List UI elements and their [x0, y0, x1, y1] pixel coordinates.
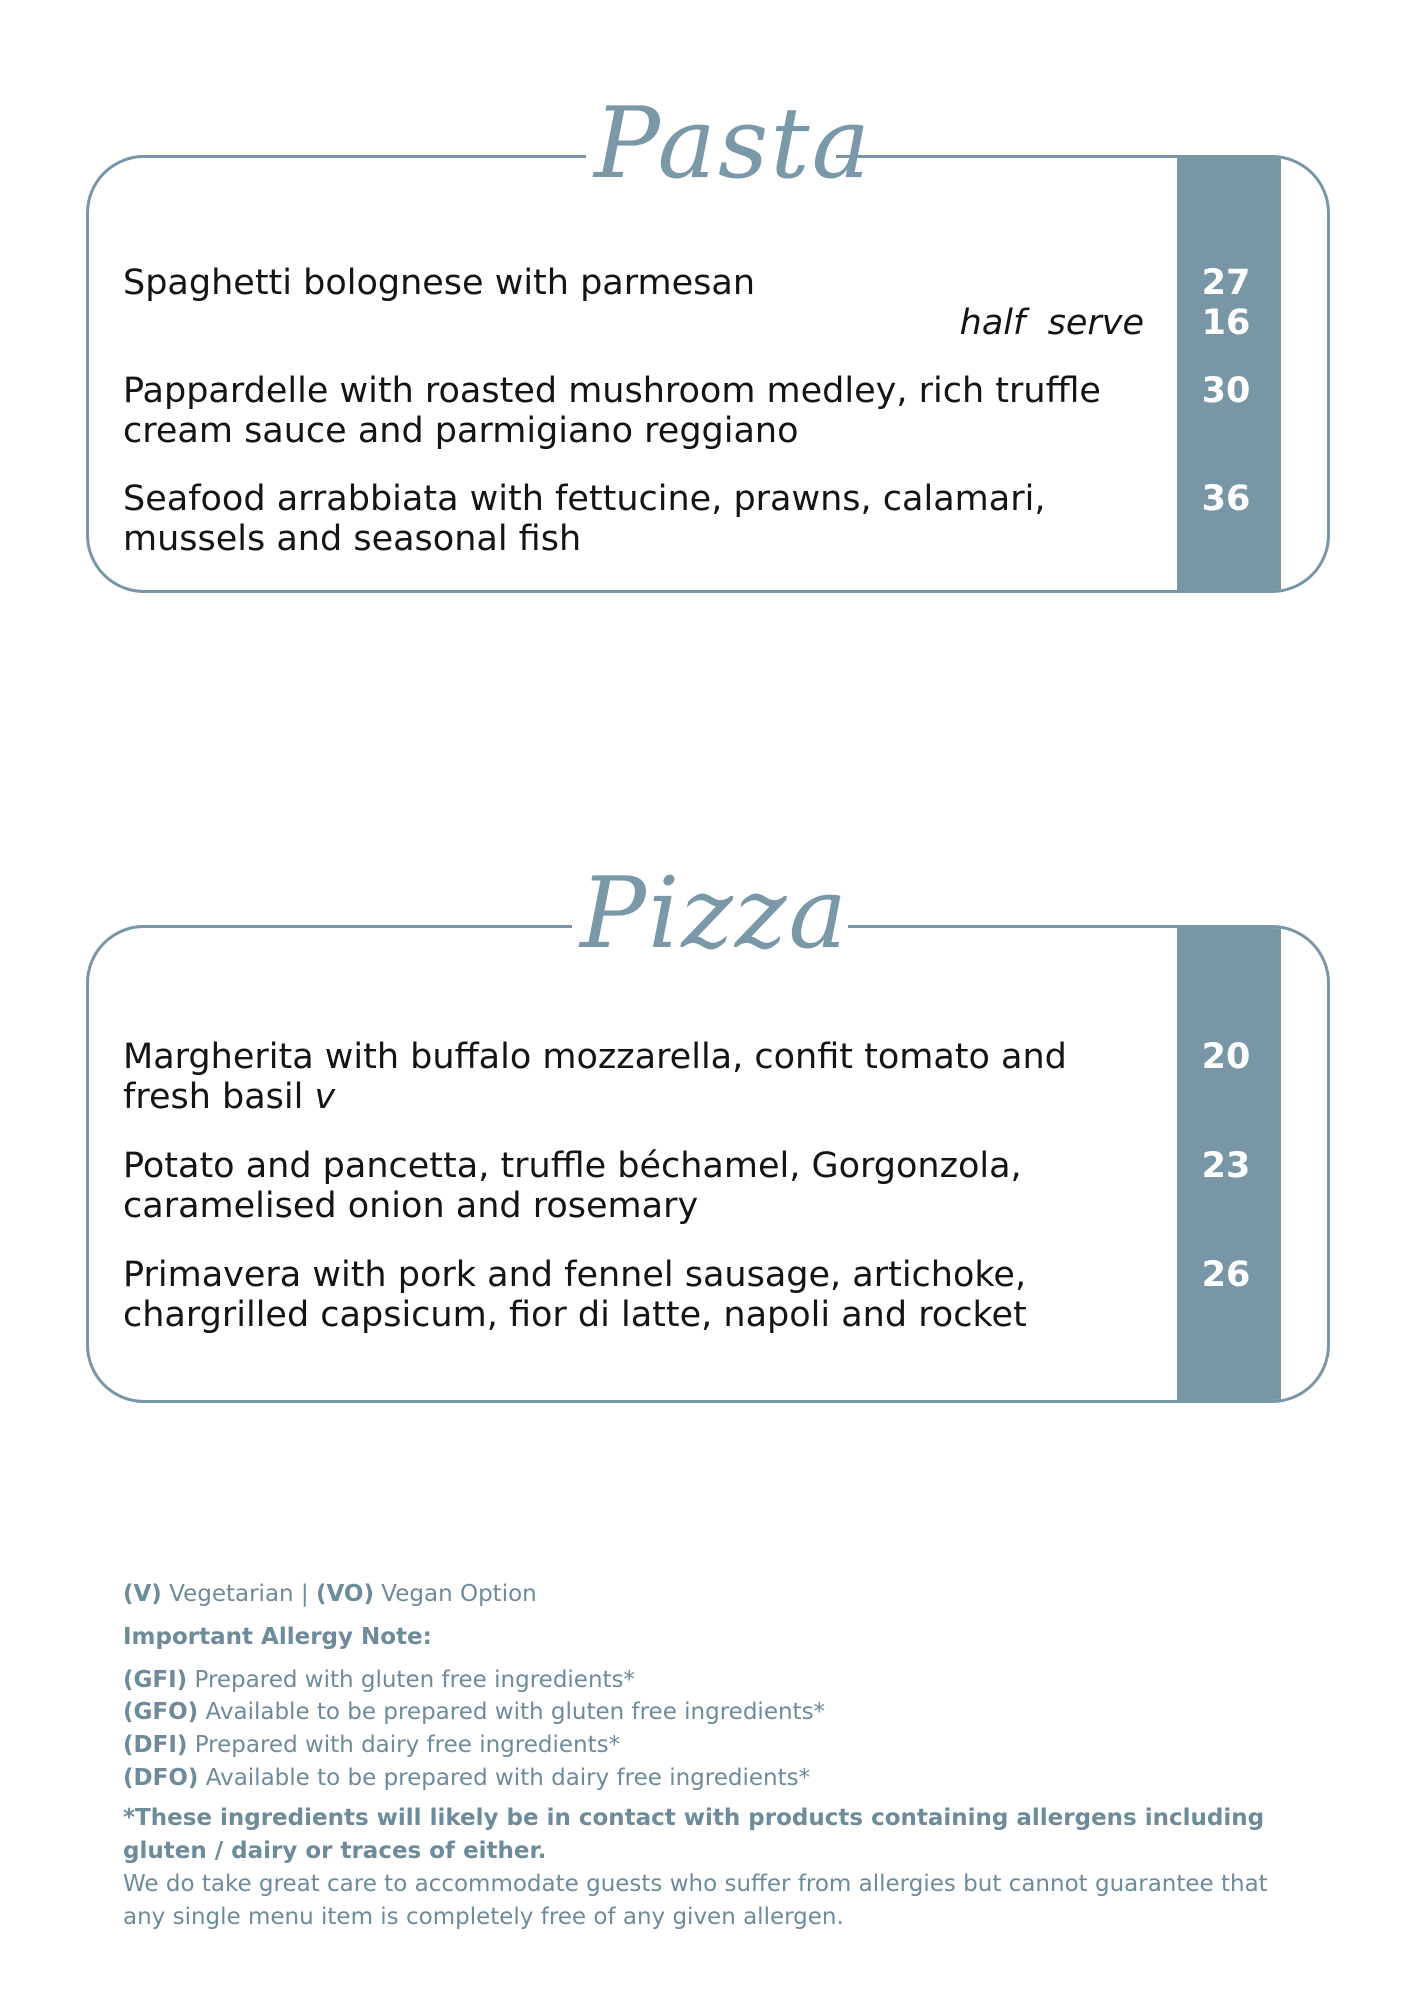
menu-item-price: 26: [1201, 1255, 1251, 1295]
allergy-code-text: Prepared with dairy free ingredients*: [187, 1732, 621, 1758]
pizza-section: [86, 857, 1330, 1403]
menu-item-price: 36: [1201, 479, 1251, 519]
allergy-heading: Important Allergy Note:: [123, 1624, 432, 1650]
pasta-section: [86, 87, 1330, 593]
menu-item-price: 30: [1201, 371, 1251, 411]
menu-item-name: Spaghetti bolognese with parmesan: [123, 263, 756, 303]
allergy-code-text: Available to be prepared with gluten free ingredients*: [198, 1699, 826, 1725]
allergy-code-line: [123, 1762, 810, 1794]
legend-code: (VO): [316, 1581, 374, 1607]
menu-item-name: Potato and pancetta, truffle béchamel, Gorgonzola, caramelised onion and rosemary: [123, 1146, 1022, 1226]
allergy-code: (DFO): [123, 1765, 199, 1791]
legend-label: Vegetarian |: [161, 1581, 316, 1607]
menu-item-name: Seafood arrabbiata with fettucine, prawns, calamari, mussels and seasonal fish: [123, 479, 1046, 559]
allergy-code: (DFI): [123, 1732, 188, 1758]
menu-item: [123, 1255, 1123, 1335]
pasta-title: Pasta: [594, 87, 873, 201]
allergy-code: (GFI): [123, 1667, 188, 1693]
menu-item-name: Primavera with pork and fennel sausage, artichoke, chargrilled capsicum, fior di latte, napoli and rocket: [123, 1255, 1027, 1335]
allergy-code-line: [123, 1664, 635, 1696]
allergy-code: (GFO): [123, 1699, 199, 1725]
allergen-warning: *These ingredients will likely be in contact with products containing allergens including gluten / dairy or traces of either.: [123, 1805, 1265, 1864]
allergy-code-text: Available to be prepared with dairy free ingredients*: [198, 1765, 811, 1791]
menu-item: [123, 1037, 1123, 1117]
menu-item: [123, 1146, 1123, 1226]
legend-label: Vegan Option: [373, 1581, 537, 1607]
menu-item-name: Margherita with buffalo mozzarella, confit tomato and fresh basil: [123, 1037, 1067, 1117]
allergy-code-text: Prepared with gluten free ingredients*: [187, 1667, 636, 1693]
menu-item: [123, 371, 1123, 451]
pizza-title: Pizza: [580, 857, 849, 971]
allergen-disclaimer: We do take great care to accommodate guests who suffer from allergies but cannot guarantee that any single menu item is completely free of any given allergen.: [123, 1871, 1268, 1930]
vegetarian-marker: v: [314, 1077, 336, 1117]
half-serve-price: 16: [1201, 303, 1251, 343]
menu-item: [123, 479, 1123, 559]
dietary-legend: [123, 1578, 537, 1610]
menu-item: [123, 263, 1123, 303]
allergy-code-line: [123, 1729, 620, 1761]
menu-item-price: 23: [1201, 1146, 1251, 1186]
menu-item-price: 27: [1201, 263, 1251, 303]
menu-item-name: Pappardelle with roasted mushroom medley, rich truffle cream sauce and parmigiano reggiano: [123, 371, 1101, 451]
half-serve-label: half serve: [959, 303, 1144, 343]
allergy-code-line: [123, 1696, 825, 1728]
menu-item-price: 20: [1201, 1037, 1251, 1077]
legend-code: (V): [123, 1581, 162, 1607]
